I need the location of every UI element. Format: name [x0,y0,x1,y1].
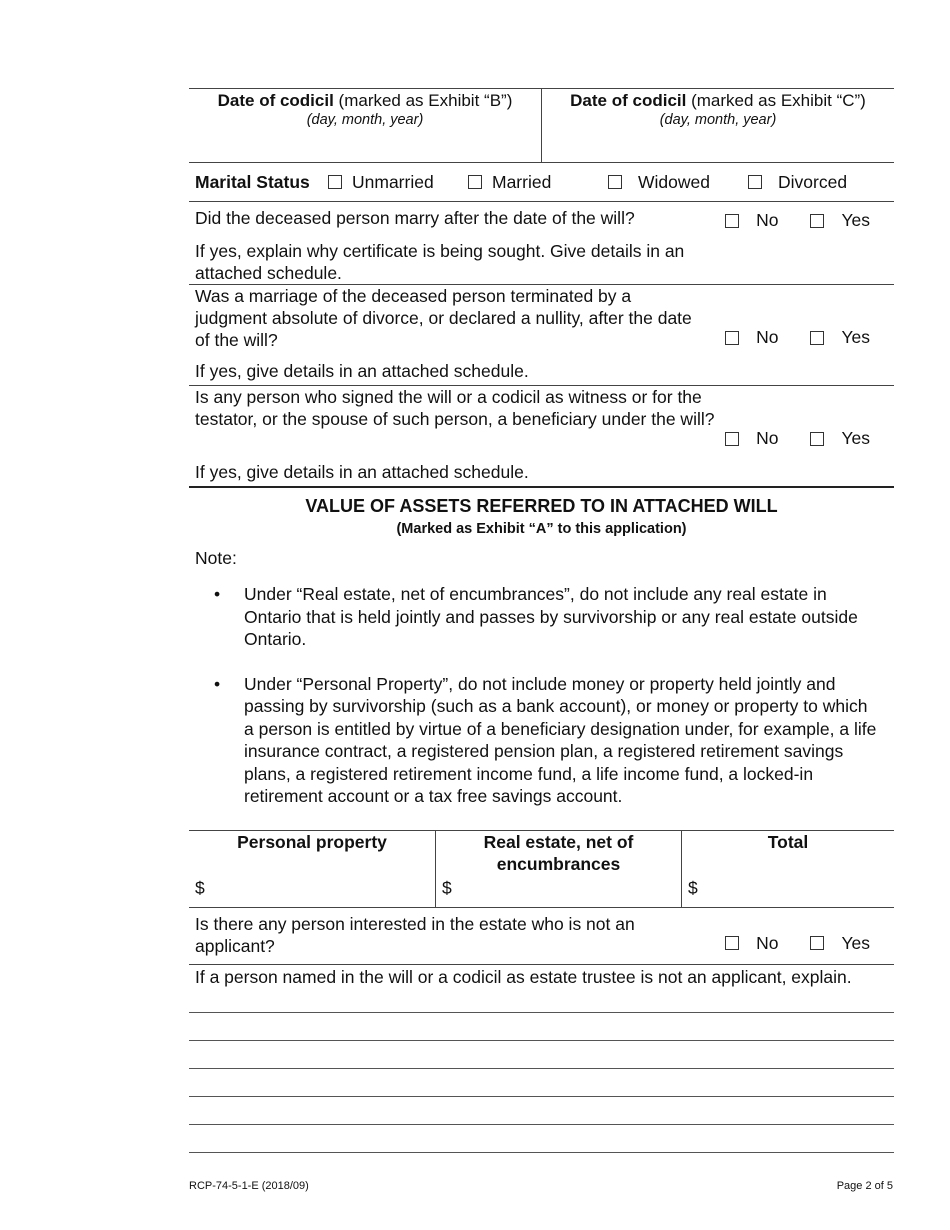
marital-status-row [189,163,894,202]
total-currency: $ [688,877,698,898]
explanation-line[interactable] [189,985,894,1013]
total-header: Total [767,831,809,852]
q3-no-label: No [756,428,779,448]
assets-section-subtitle: (Marked as Exhibit “A” to this application) [396,521,687,537]
q4-no-label: No [756,932,779,953]
bullet-marker: • [214,584,221,604]
q4-yes-checkbox[interactable] [810,936,824,950]
widowed-checkbox[interactable] [608,175,622,189]
q2-yes-label: Yes [841,327,870,347]
codicil-c-hint: (day, month, year) [659,112,777,128]
codicil-c-date-field[interactable] [542,89,894,162]
explanation-line[interactable] [189,1125,894,1153]
marital-option-divorced[interactable] [748,172,847,193]
q4-text: Is there any person interested in the estate who is not an applicant? [195,913,635,956]
codicil-b-label: Date of codicil [217,91,334,110]
real-estate-header: Real estate, net of encumbrances [483,831,634,874]
divorced-checkbox[interactable] [748,175,762,189]
q3-text: Is any person who signed the will or a codicil as witness or for the testator, or the spouse of such person, a beneficiary under the will? [195,387,715,429]
note-bullet-personal-property-text: Under “Personal Property”, do not include money or property held jointly and passing by survivorship (such as a bank account), or money or property to which a person is entitled by virtue of a beneficiary designation under, for example, a life insurance contract, a registered pension plan, a registered retirement savings plans, a registered retirement income fund, a life income fund, a locked-in retirement account or a tax free savings account. [244,673,877,806]
q1-yes-checkbox[interactable] [810,214,824,228]
codicil-b-date-field[interactable] [189,89,542,162]
unmarried-checkbox[interactable] [328,175,342,189]
q4-no-checkbox[interactable] [725,936,739,950]
marital-option-married[interactable] [468,172,551,193]
question-trustee-not-applicant [189,965,894,1153]
q3-no-checkbox[interactable] [725,432,739,446]
codicil-c-exhibit: (marked as Exhibit “C”) [686,91,866,110]
explanation-line[interactable] [189,1069,894,1097]
q1-no-label: No [756,210,779,230]
codicil-dates-row [189,88,894,163]
explanation-lines[interactable] [189,985,894,1153]
personal-property-currency: $ [195,877,205,898]
q3-yes-label: Yes [841,428,870,448]
personal-property-cell[interactable] [189,831,436,907]
codicil-c-label: Date of codicil [570,91,687,110]
note-bullet-list [189,583,894,808]
q2-text: Was a marriage of the deceased person terminated by a judgment absolute of divorce, or declared a nullity, after the date of the will? [195,286,692,350]
personal-property-header: Personal property [237,831,387,852]
q2-yes-checkbox[interactable] [810,331,824,345]
real-estate-currency: $ [442,877,452,898]
q1-answer [725,210,870,231]
marital-status-label: Marital Status [195,171,310,192]
form-id: RCP-74-5-1-E (2018/09) [189,1180,309,1192]
total-cell[interactable] [682,831,894,907]
note-bullet-personal-property [189,673,894,808]
q1-note: If yes, explain why certificate is being sought. Give details in an attached schedule. [195,241,685,283]
q3-answer [725,428,870,449]
q5-text: If a person named in the will or a codicil as estate trustee is not an applicant, explain. [195,966,852,987]
q3-note: If yes, give details in an attached schedule. [195,462,529,482]
explanation-line[interactable] [189,1097,894,1125]
note-label: Note: [195,548,237,568]
marital-option-unmarried[interactable] [328,172,434,193]
q1-text: Did the deceased person marry after the date of the will? [195,208,635,228]
q2-no-checkbox[interactable] [725,331,739,345]
codicil-b-exhibit: (marked as Exhibit “B”) [333,91,513,110]
q4-yes-label: Yes [841,932,870,953]
q1-no-checkbox[interactable] [725,214,739,228]
question-married-after-will [189,202,894,285]
explanation-line[interactable] [189,1013,894,1041]
divorced-label: Divorced [778,171,848,192]
q2-no-label: No [756,327,779,347]
codicil-b-hint: (day, month, year) [306,112,424,128]
question-non-applicant-interested [189,908,894,965]
married-label: Married [492,171,552,192]
marital-option-widowed[interactable] [608,172,710,193]
widowed-label: Widowed [638,171,710,192]
q2-answer [725,327,870,348]
explanation-line[interactable] [189,1041,894,1069]
q3-yes-checkbox[interactable] [810,432,824,446]
q4-answer [725,933,870,954]
q2-note: If yes, give details in an attached schedule. [195,361,529,381]
application-form [189,88,894,1153]
q1-yes-label: Yes [841,210,870,230]
assets-section-title: VALUE OF ASSETS REFERRED TO IN ATTACHED WILL [305,496,778,516]
page-number: Page 2 of 5 [836,1180,893,1192]
question-witness-beneficiary [189,386,894,488]
asset-values-table [189,830,894,908]
bullet-marker: • [214,673,221,694]
note-bullet-real-estate [189,583,894,651]
married-checkbox[interactable] [468,175,482,189]
question-marriage-terminated [189,285,894,386]
note-bullet-real-estate-text: Under “Real estate, net of encumbrances”, do not include any real estate in Ontario that is held jointly and passes by survivorship or any real estate outside Ontario. [244,584,858,649]
unmarried-label: Unmarried [352,171,434,192]
real-estate-cell[interactable] [436,831,682,907]
